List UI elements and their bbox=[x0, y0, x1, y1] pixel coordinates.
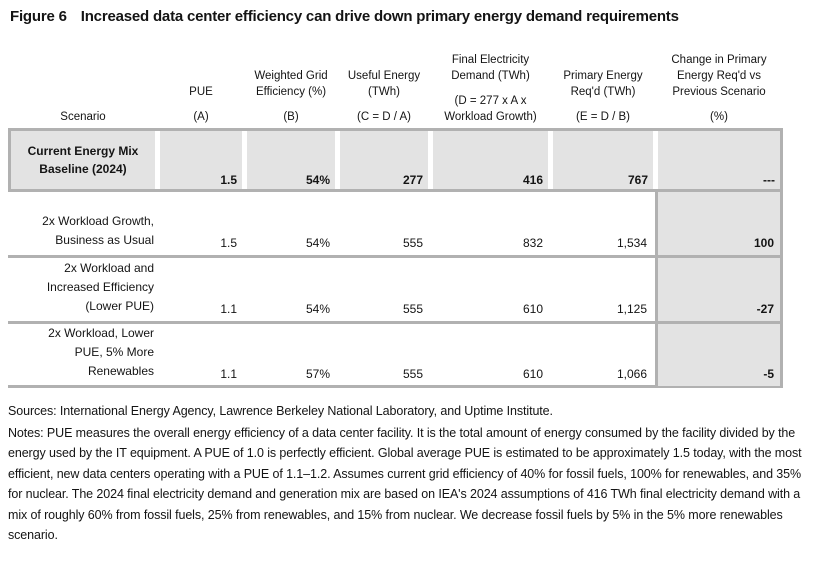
change-cell: -5 bbox=[655, 324, 783, 386]
final-demand-cell: 832 bbox=[522, 236, 543, 250]
table-header-row bbox=[11, 29, 780, 125]
grid-efficiency-cell: 57% bbox=[305, 367, 330, 381]
column-header-pue: PUE (A) bbox=[189, 86, 213, 123]
scenario-cell: 2x Workload and Increased Efficiency (Lower PUE) bbox=[46, 261, 154, 313]
column-header-useful-energy: Useful Energy (TWh) (C = D / A) bbox=[347, 70, 421, 123]
pue-cell: 1.1 bbox=[220, 367, 237, 381]
primary-energy-cell: 767 bbox=[553, 131, 653, 189]
useful-energy-cell: 277 bbox=[340, 131, 428, 189]
column-header-primary-energy: Primary Energy Req'd (TWh) (E = D / B) bbox=[563, 70, 643, 123]
scenario-cell: 2x Workload Growth, Business as Usual bbox=[42, 214, 154, 247]
final-demand-cell: 610 bbox=[522, 367, 543, 381]
primary-energy-cell: 1,066 bbox=[616, 367, 647, 381]
scenario-cell: Current Energy Mix Baseline (2024) bbox=[11, 131, 155, 189]
table-row-baseline bbox=[8, 128, 783, 192]
primary-energy-cell: 1,534 bbox=[616, 236, 647, 250]
column-header-change: Change in Primary Energy Req'd vs Previous Scenario (%) bbox=[671, 54, 767, 123]
useful-energy-cell: 555 bbox=[402, 367, 423, 381]
figure-title-text: Increased data center efficiency can drive down primary energy demand requirements bbox=[80, 8, 679, 25]
pue-cell: 1.5 bbox=[160, 131, 242, 189]
change-cell: -27 bbox=[655, 258, 783, 321]
column-header-scenario: Scenario bbox=[60, 111, 106, 123]
table-row bbox=[8, 324, 783, 388]
change-cell: --- bbox=[658, 131, 780, 189]
scenario-cell: 2x Workload, Lower PUE, 5% More Renewables bbox=[48, 326, 154, 378]
change-cell: 100 bbox=[655, 192, 783, 255]
grid-efficiency-cell: 54% bbox=[305, 302, 330, 316]
notes-paragraph: Notes: PUE measures the overall energy efficiency of a data center facility. It is the total amount of energy consumed by the facility divided by the energy used by the IT equipment. A PUE of 1.0 is perfectly efficient. Global average PUE is estimated to be approximately 1.5 today, with the most efficient, new data centers operating with a PUE of 1.1–1.2. Assumes current grid efficiency of 40% for fossil fuels, 100% for renewables, and 35% for nuclear. The 2024 final electricity demand and generation mix are based on IEA's 2024 assumptions of 416 TWh final electricity demand with a mix of roughly 60% from fossil fuels, 25% from renewables, and 15% from nuclear. We decrease fossil fuels by 5% in the 5% more renewables scenario. bbox=[8, 425, 802, 542]
table-row bbox=[8, 258, 783, 324]
primary-energy-cell: 1,125 bbox=[616, 302, 647, 316]
final-demand-cell: 416 bbox=[433, 131, 548, 189]
scenario-table bbox=[8, 29, 783, 388]
useful-energy-cell: 555 bbox=[402, 236, 423, 250]
figure-footer bbox=[8, 401, 808, 546]
sources-line: Sources: International Energy Agency, Lawrence Berkeley National Laboratory, and Uptime Institute. bbox=[8, 404, 553, 418]
grid-efficiency-cell: 54% bbox=[247, 131, 335, 189]
figure-title bbox=[8, 8, 806, 25]
grid-efficiency-cell: 54% bbox=[305, 236, 330, 250]
column-header-grid-efficiency: Weighted Grid Efficiency (%) (B) bbox=[254, 70, 328, 123]
table-row bbox=[8, 192, 783, 258]
pue-cell: 1.1 bbox=[220, 302, 237, 316]
pue-cell: 1.5 bbox=[220, 236, 237, 250]
figure-number: Figure 6 bbox=[10, 8, 67, 25]
useful-energy-cell: 555 bbox=[402, 302, 423, 316]
final-demand-cell: 610 bbox=[522, 302, 543, 316]
column-header-final-demand: Final Electricity Demand (TWh) (D = 277 x A x Workload Growth) bbox=[444, 54, 537, 123]
